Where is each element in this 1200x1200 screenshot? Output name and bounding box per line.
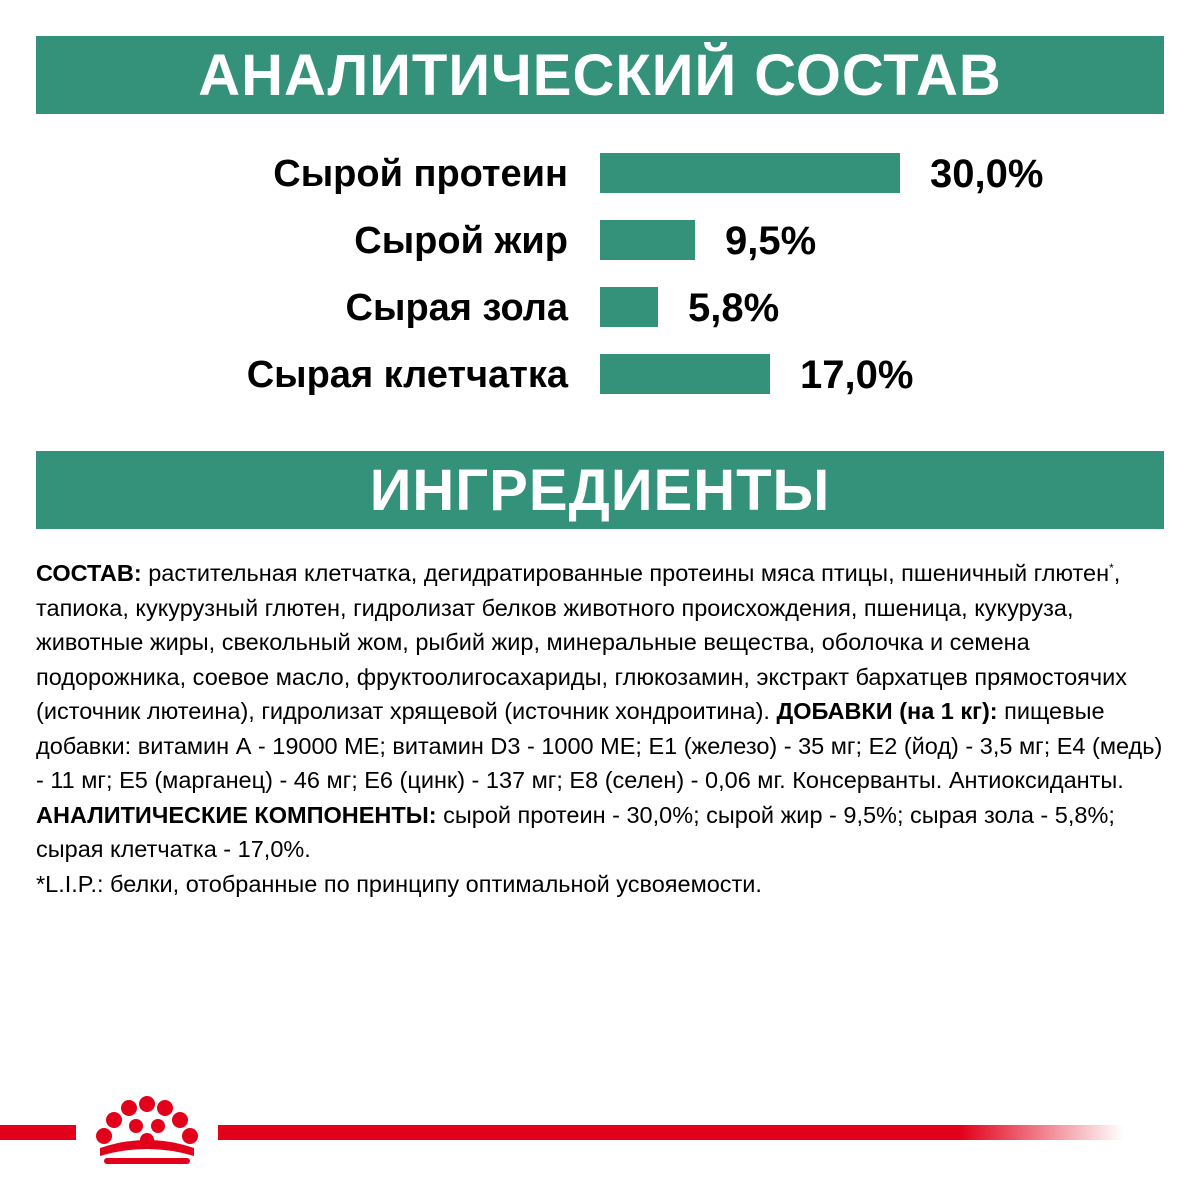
category-label: Сырой жир [354,220,568,262]
analytic-components-text: сырой протеин - 30,0%; сырой жир - 9,5%; сырая зола - 5,8%; сырая клетчатка - 17,0%. [36,801,1115,862]
composition-text-1: растительная клетчатка, дегидратированные протеины мяса птицы, пшеничный глютен [141,560,1110,586]
crown-icon [96,1096,198,1164]
analytic-components-label: АНАЛИТИЧЕСКИЕ КОМПОНЕНТЫ: [36,801,437,828]
red-divider-left [0,1125,76,1140]
value-label: 9,5% [725,219,817,263]
category-label: Сырой протеин [273,153,568,195]
bar [600,354,770,394]
additives-text: пищевые добавки: витамин А - 19000 МЕ; витамин D3 - 1000 МЕ; Е1 (железо) - 35 мг; Е2 (йод) - 3,5 мг; Е4 (медь) - 11 мг; Е5 (марганец) - 46 мг; Е6 (цинк) - 137 мг; Е8 (селен) - 0,06 мг. Консерванты. Антиоксиданты. [36,698,1163,793]
category-label: Сырая клетчатка [246,354,568,396]
brand-footer [0,1090,1200,1170]
composition-label: СОСТАВ: [36,560,142,586]
bar [600,287,658,327]
value-label: 30,0% [930,152,1044,196]
footnote-mark: * [1109,561,1114,576]
red-divider-right [218,1125,1123,1140]
value-label: 5,8% [688,286,780,330]
lip-footnote: *L.I.P.: белки, отобранные по принципу оптимальной усвояемости. [36,870,762,897]
additives-label: ДОБАВКИ (на 1 кг): [776,698,998,724]
category-label: Сырая зола [345,287,568,329]
bar [600,153,900,193]
value-label: 17,0% [800,353,914,397]
bar [600,220,695,260]
composition-text-2: , тапиока, кукурузный глютен, гидролизат белков животного происхождения, пшеница, кукуруза, животные жиры, свекольный жом, рыбий жир, минеральные вещества, оболочка и семена подорожника, соевое масло, фруктоолигосахариды, глюкозамин, экстракт бархатцев прямостоячих (источник лютеина), гидролизат хрящевой (источник хондроитина). [36,560,1128,724]
ingredients-header: ИНГРЕДИЕНТЫ [36,451,1164,529]
ingredients-text [36,556,1166,901]
analytic-composition-header: АНАЛИТИЧЕСКИЙ СОСТАВ [36,36,1164,114]
analytic-bar-chart [0,140,1200,410]
